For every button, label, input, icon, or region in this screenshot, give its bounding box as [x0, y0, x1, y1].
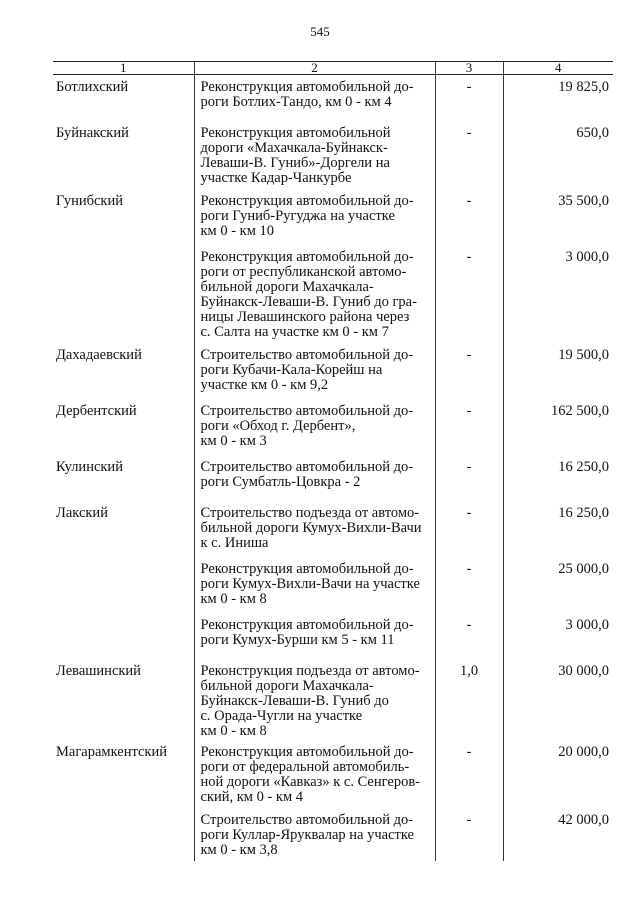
table-row [53, 189, 613, 245]
column3-cell: - [435, 189, 503, 245]
description-line: Буйнакск-Леваши-В. Гуниб до гра- [200, 294, 417, 310]
description-cell [194, 189, 435, 245]
column3-cell: - [435, 343, 503, 399]
description-cell [194, 501, 435, 557]
district-cell: Буйнакский [56, 125, 129, 141]
column-header-3: 3 [435, 62, 503, 75]
district-cell [53, 557, 194, 613]
description-line: роги от федеральной автомобиль- [200, 759, 410, 775]
description-line: км 0 - км 3 [200, 433, 267, 449]
column-header-4: 4 [503, 62, 613, 75]
column3-cell: - [435, 399, 503, 455]
page-number: 545 [310, 24, 330, 39]
description-line: роги от республиканской автомо- [200, 264, 407, 280]
description-line: км 0 - км 10 [200, 223, 275, 239]
column3-cell: - [435, 501, 503, 557]
description-cell [194, 808, 435, 861]
description-line: Реконструкция автомобильной до- [200, 561, 414, 577]
district-cell [53, 808, 194, 861]
table-row [53, 740, 613, 808]
description-line: к с. Иниша [200, 535, 269, 551]
amount-cell: 20 000,0 [503, 740, 613, 808]
amount-cell: 162 500,0 [503, 399, 613, 455]
description-line: роги Кумух-Вихли-Вачи на участке [200, 576, 420, 592]
description-line: роги Сумбатль-Цовкра - 2 [200, 474, 361, 490]
table-row [53, 501, 613, 557]
amount-cell: 19 500,0 [503, 343, 613, 399]
district-cell: Левашинский [56, 663, 141, 679]
description-line: участке км 0 - км 9,2 [200, 377, 329, 393]
district-cell: Дербентский [56, 403, 137, 419]
column3-cell: - [435, 245, 503, 343]
description-line: роги «Обход г. Дербент», [200, 418, 356, 434]
district-cell: Ботлихский [56, 79, 129, 95]
column-header-1: 1 [53, 62, 194, 75]
description-line: Реконструкция автомобильной до- [200, 744, 414, 760]
description-line: Реконструкция автомобильной [200, 125, 391, 141]
column3-cell: - [435, 455, 503, 501]
table-row [53, 399, 613, 455]
description-line: бильной дороги Кумух-Вихли-Вачи [200, 520, 422, 536]
description-line: км 0 - км 3,8 [200, 842, 278, 858]
column3-cell: - [435, 808, 503, 861]
amount-cell: 3 000,0 [503, 245, 613, 343]
district-cell [53, 613, 194, 659]
description-line: с. Орада-Чугли на участке [200, 708, 363, 724]
amount-cell: 16 250,0 [503, 501, 613, 557]
description-line: Реконструкция автомобильной до- [200, 193, 414, 209]
description-line: Реконструкция автомобильной до- [200, 79, 414, 95]
district-cell: Гунибский [56, 193, 123, 209]
description-cell [194, 121, 435, 189]
column3-cell: - [435, 75, 503, 122]
description-line: ницы Левашинского района через [200, 309, 410, 325]
description-line: ский, км 0 - км 4 [200, 789, 304, 805]
amount-cell: 30 000,0 [503, 659, 613, 740]
amount-cell: 25 000,0 [503, 557, 613, 613]
description-line: Реконструкция подъезда от автомо- [200, 663, 420, 679]
amount-cell: 42 000,0 [503, 808, 613, 861]
description-cell [194, 245, 435, 343]
description-line: Леваши-В. Гуниб»-Доргели на [200, 155, 390, 171]
district-cell: Кулинский [56, 459, 123, 475]
table-row [53, 343, 613, 399]
description-cell [194, 455, 435, 501]
district-cell: Магарамкентский [56, 744, 167, 760]
description-line: Буйнакск-Леваши-В. Гуниб до [200, 693, 389, 709]
description-cell [194, 659, 435, 740]
amount-cell: 35 500,0 [503, 189, 613, 245]
description-line: участке Кадар-Чанкурбе [200, 170, 352, 186]
description-line: роги Кумух-Бурши км 5 - км 11 [200, 632, 395, 648]
column3-cell: - [435, 740, 503, 808]
description-line: роги Куллар-Яруквалар на участке [200, 827, 414, 843]
description-line: бильной дороги Махачкала- [200, 678, 374, 694]
table-row [53, 808, 613, 861]
district-cell: Дахадаевский [56, 347, 142, 363]
description-cell [194, 343, 435, 399]
table-row [53, 75, 613, 122]
description-line: Реконструкция автомобильной до- [200, 617, 414, 633]
description-line: Строительство подъезда от автомо- [200, 505, 420, 521]
description-line: роги Ботлих-Тандо, км 0 - км 4 [200, 94, 392, 110]
description-cell [194, 557, 435, 613]
column-header-2: 2 [194, 62, 435, 75]
table-row [53, 659, 613, 740]
column3-cell: 1,0 [435, 659, 503, 740]
table-row [53, 455, 613, 501]
description-line: дороги «Махачкала-Буйнакск- [200, 140, 388, 156]
table-row [53, 557, 613, 613]
column3-cell: - [435, 121, 503, 189]
description-line: км 0 - км 8 [200, 723, 267, 739]
description-cell [194, 75, 435, 122]
description-cell [194, 740, 435, 808]
description-line: с. Салта на участке км 0 - км 7 [200, 324, 389, 340]
description-cell [194, 399, 435, 455]
description-line: роги Гуниб-Ругуджа на участке [200, 208, 395, 224]
investment-table [53, 61, 613, 861]
column3-cell: - [435, 613, 503, 659]
description-line: ной дороги «Кавказ» к с. Сенгеров- [200, 774, 420, 790]
amount-cell: 650,0 [503, 121, 613, 189]
table-row [53, 245, 613, 343]
description-line: Реконструкция автомобильной до- [200, 249, 414, 265]
table-body [53, 75, 613, 862]
column3-cell: - [435, 557, 503, 613]
description-line: Строительство автомобильной до- [200, 347, 414, 363]
table-row [53, 121, 613, 189]
amount-cell: 19 825,0 [503, 75, 613, 122]
description-line: роги Кубачи-Кала-Корейш на [200, 362, 383, 378]
table-row [53, 613, 613, 659]
description-line: бильной дороги Махачкала- [200, 279, 374, 295]
description-line: Строительство автомобильной до- [200, 459, 414, 475]
description-line: Строительство автомобильной до- [200, 403, 414, 419]
description-line: Строительство автомобильной до- [200, 812, 414, 828]
district-cell: Лакский [56, 505, 108, 521]
description-cell [194, 613, 435, 659]
amount-cell: 3 000,0 [503, 613, 613, 659]
description-line: км 0 - км 8 [200, 591, 267, 607]
amount-cell: 16 250,0 [503, 455, 613, 501]
header-row [53, 62, 613, 75]
district-cell [53, 245, 194, 343]
